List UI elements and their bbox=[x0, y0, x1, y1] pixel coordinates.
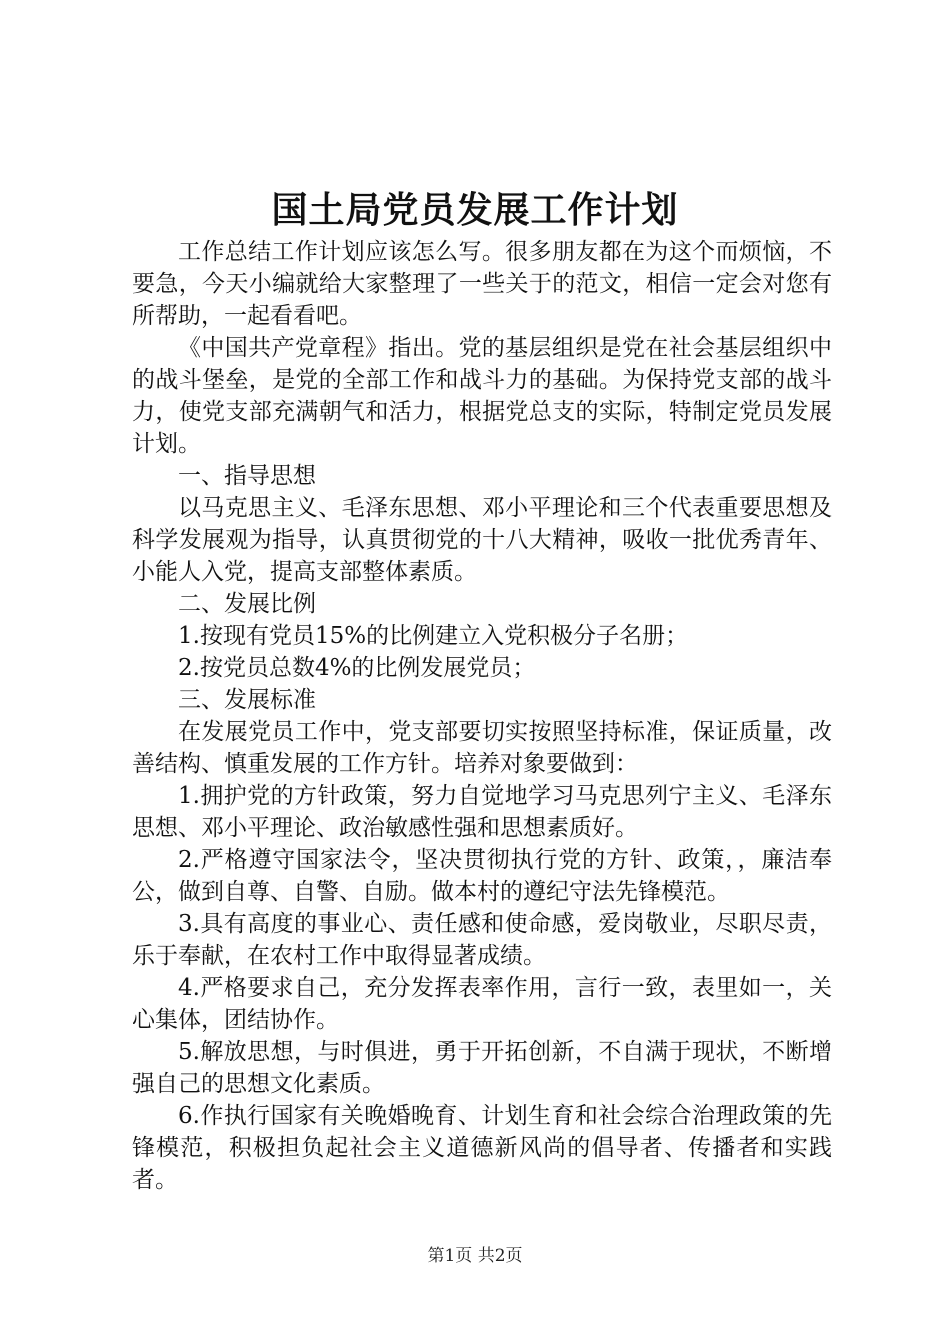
ratio-item-1: 1.按现有党员15%的比例建立入党积极分子名册； bbox=[178, 623, 689, 649]
document-body bbox=[132, 236, 832, 1196]
standard-item-5: 5.解放思想，与时俱进，勇于开拓创新，不自满于现状，不断增强自己的思想文化素质。 bbox=[132, 1039, 832, 1097]
section-heading-development-ratio: 二、发展比例 bbox=[178, 591, 316, 617]
ratio-item-2: 2.按党员总数4%的比例发展党员； bbox=[178, 655, 536, 681]
standard-item-3: 3.具有高度的事业心、责任感和使命感，爱岗敬业，尽职尽责，乐于奉献，在农村工作中取得显著成绩。 bbox=[132, 911, 832, 969]
standard-item-4: 4.严格要求自己，充分发挥表率作用，言行一致，表里如一，关心集体，团结协作。 bbox=[132, 975, 832, 1033]
standard-intro-paragraph: 在发展党员工作中，党支部要切实按照坚持标准，保证质量，改善结构、慎重发展的工作方针。培养对象要做到： bbox=[132, 719, 832, 777]
standard-item-6: 6.作执行国家有关晚婚晚育、计划生育和社会综合治理政策的先锋模范，积极担负起社会主义道德新风尚的倡导者、传播者和实践者。 bbox=[132, 1103, 832, 1193]
standard-item-1: 1.拥护党的方针政策，努力自觉地学习马克思列宁主义、毛泽东思想、邓小平理论、政治敏感性强和思想素质好。 bbox=[132, 783, 832, 841]
section-heading-guiding-thought: 一、指导思想 bbox=[178, 463, 316, 489]
section-heading-development-standard: 三、发展标准 bbox=[178, 687, 316, 713]
page-number-footer: 第1页 共2页 bbox=[427, 1246, 523, 1266]
guiding-thought-paragraph: 以马克思主义、毛泽东思想、邓小平理论和三个代表重要思想及科学发展观为指导，认真贯彻党的十八大精神，吸收一批优秀青年、小能人入党，提高支部整体素质。 bbox=[132, 495, 832, 585]
standard-item-2: 2.严格遵守国家法令，坚决贯彻执行党的方针、政策，，廉洁奉公，做到自尊、自警、自励。做本村的遵纪守法先锋模范。 bbox=[132, 847, 832, 905]
charter-paragraph: 《中国共产党章程》指出。党的基层组织是党在社会基层组织中的战斗堡垒，是党的全部工作和战斗力的基础。为保持党支部的战斗力，使党支部充满朝气和活力，根据党总支的实际，特制定党员发展计划。 bbox=[132, 335, 832, 457]
document-title: 国土局党员发展工作计划 bbox=[271, 189, 679, 231]
intro-paragraph: 工作总结工作计划应该怎么写。很多朋友都在为这个而烦恼，不要急，今天小编就给大家整理了一些关于的范文，相信一定会对您有所帮助，一起看看吧。 bbox=[132, 239, 832, 329]
